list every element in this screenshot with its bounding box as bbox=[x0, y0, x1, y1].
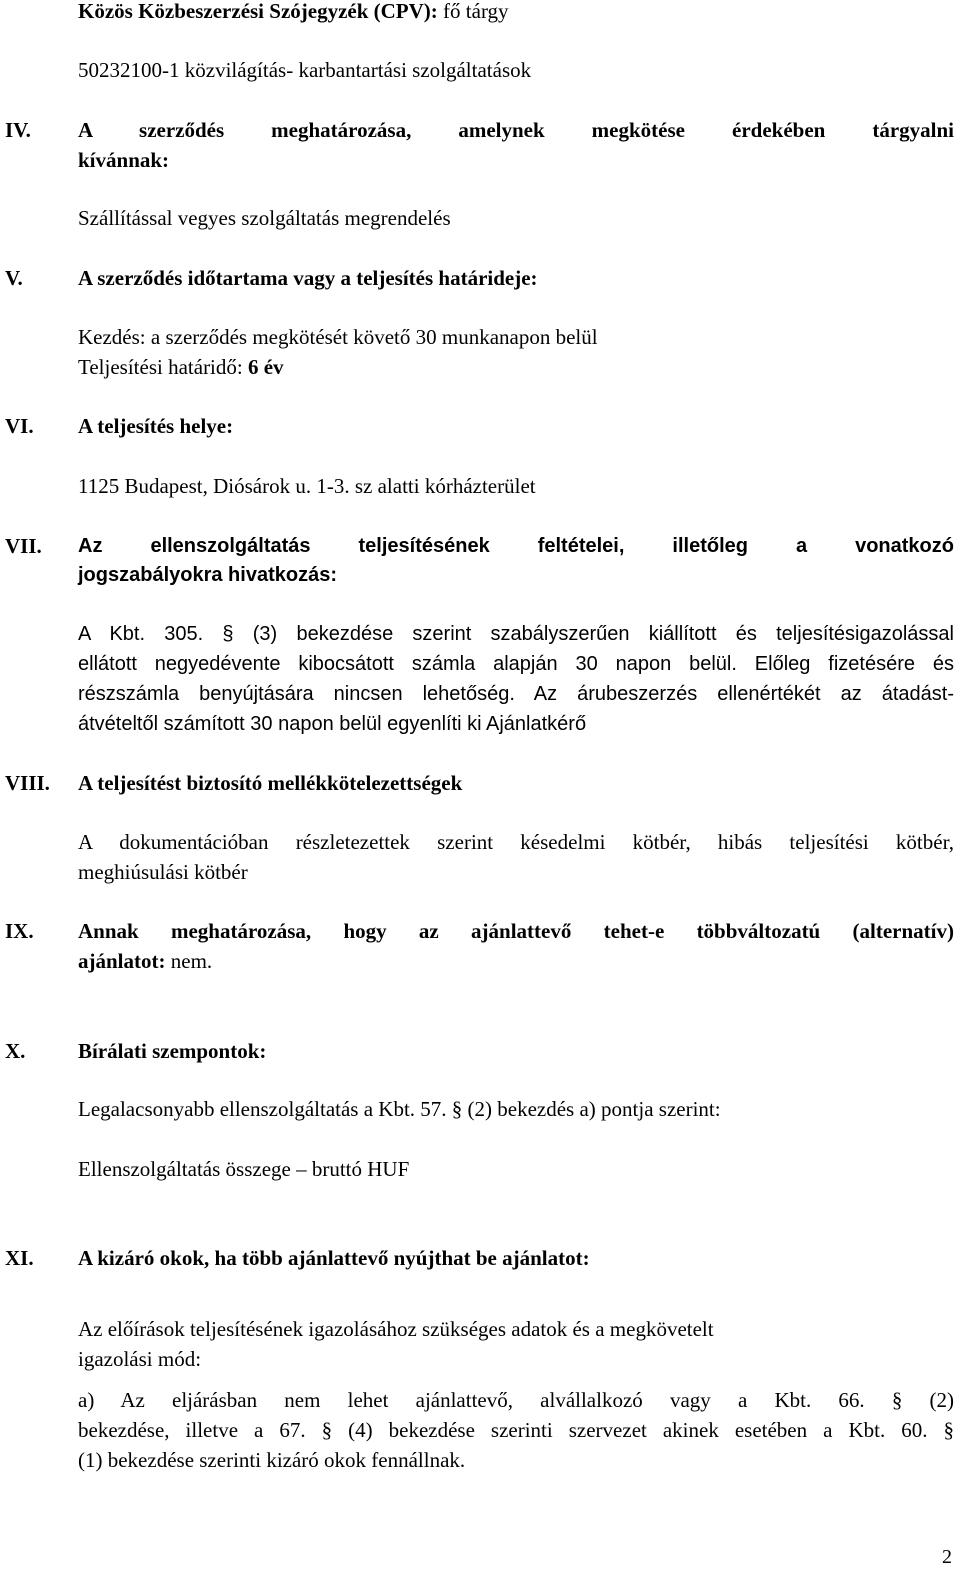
section-7-title-line-2: jogszabályokra hivatkozás: bbox=[78, 564, 337, 586]
cpv-label: Közös Közbeszerzési Szójegyzék (CPV): bbox=[78, 0, 438, 23]
section-11-item-a-line-1: a) Az eljárásban nem lehet ajánlattevő, alvállalkozó vagy a Kbt. 66. § (2) bbox=[78, 1388, 954, 1412]
section-4-title-line-1: A szerződés meghatározása, amelynek megkötése érdekében tárgyalni bbox=[78, 118, 954, 142]
section-7-line-4: átvételtől számított 30 napon belül egyenlíti ki Ajánlatkérő bbox=[78, 713, 587, 735]
cpv-label-suffix: fő tárgy bbox=[437, 0, 509, 23]
section-7-number: VII. bbox=[5, 534, 42, 558]
section-8-line-1: A dokumentációban részletezettek szerint késedelmi kötbér, hibás teljesítési kötbér, bbox=[78, 830, 954, 854]
alternative-offer-label: ajánlatot: bbox=[78, 949, 166, 973]
section-6-body: 1125 Budapest, Diósárok u. 1-3. sz alatti kórházterület bbox=[78, 474, 536, 498]
section-11-item-a-line-3: (1) bekezdése szerinti kizáró okok fennállnak. bbox=[78, 1448, 466, 1472]
section-7-title-line-1: Az ellenszolgáltatás teljesítésének feltételei, illetőleg a vonatkozó bbox=[78, 535, 954, 557]
section-6-title: A teljesítés helye: bbox=[78, 414, 234, 438]
section-4-title-line-2: kívánnak: bbox=[78, 148, 170, 172]
section-9-title-line-1: Annak meghatározása, hogy az ajánlattevő tehet-e többváltozatú (alternatív) bbox=[78, 919, 954, 943]
section-10-line-1: Legalacsonyabb ellenszolgáltatás a Kbt. 57. § (2) bekezdés a) pontja szerint: bbox=[78, 1097, 721, 1121]
section-9-number: IX. bbox=[5, 919, 34, 943]
section-9-title-line-2 bbox=[78, 948, 954, 974]
section-5-title: A szerződés időtartama vagy a teljesítés határideje: bbox=[78, 266, 538, 290]
section-8-title: A teljesítést biztosító mellékkötelezettségek bbox=[78, 771, 463, 795]
section-11-number: XI. bbox=[5, 1246, 34, 1270]
section-10-line-2: Ellenszolgáltatás összege – bruttó HUF bbox=[78, 1157, 410, 1181]
section-11-line-1: Az előírások teljesítésének igazolásához szükséges adatok és a megkövetelt bbox=[78, 1317, 714, 1341]
section-8-number: VIII. bbox=[5, 771, 50, 795]
cpv-label-line bbox=[78, 0, 954, 24]
section-11-item-a-line-2: bekezdése, illetve a 67. § (4) bekezdése szerinti szervezet akinek esetében a Kbt. 60. § bbox=[78, 1418, 954, 1442]
section-6-number: VI. bbox=[5, 414, 34, 438]
section-4-number: IV. bbox=[5, 118, 31, 142]
section-5-line-2 bbox=[78, 354, 954, 380]
section-11-title: A kizáró okok, ha több ajánlattevő nyújthat be ajánlatot: bbox=[78, 1246, 590, 1270]
section-8-line-2: meghiúsulási kötbér bbox=[78, 860, 248, 884]
page-number: 2 bbox=[942, 1546, 952, 1568]
section-7-line-1: A Kbt. 305. § (3) bekezdése szerint szabályszerűen kiállított és teljesítésigazolással bbox=[78, 623, 954, 645]
section-11-line-2: igazolási mód: bbox=[78, 1347, 202, 1371]
section-5-line-1: Kezdés: a szerződés megkötését követő 30 munkanapon belül bbox=[78, 325, 598, 349]
section-10-title: Bírálati szempontok: bbox=[78, 1039, 267, 1063]
section-10-number: X. bbox=[5, 1039, 26, 1063]
cpv-code: 50232100-1 közvilágítás- karbantartási szolgáltatások bbox=[78, 58, 532, 82]
deadline-label: Teljesítési határidő: bbox=[78, 355, 248, 379]
section-7-line-2: ellátott negyedévente kibocsátott számla alapján 30 napon belül. Előleg fizetésére és bbox=[78, 653, 954, 675]
section-7-line-3: részszámla benyújtására nincsen lehetőség. Az árubeszerzés ellenértékét az átadást- bbox=[78, 683, 954, 705]
section-5-number: V. bbox=[5, 266, 23, 290]
section-4-body: Szállítással vegyes szolgáltatás megrendelés bbox=[78, 206, 451, 230]
alternative-offer-answer: nem. bbox=[165, 949, 213, 973]
deadline-value: 6 év bbox=[247, 355, 284, 379]
